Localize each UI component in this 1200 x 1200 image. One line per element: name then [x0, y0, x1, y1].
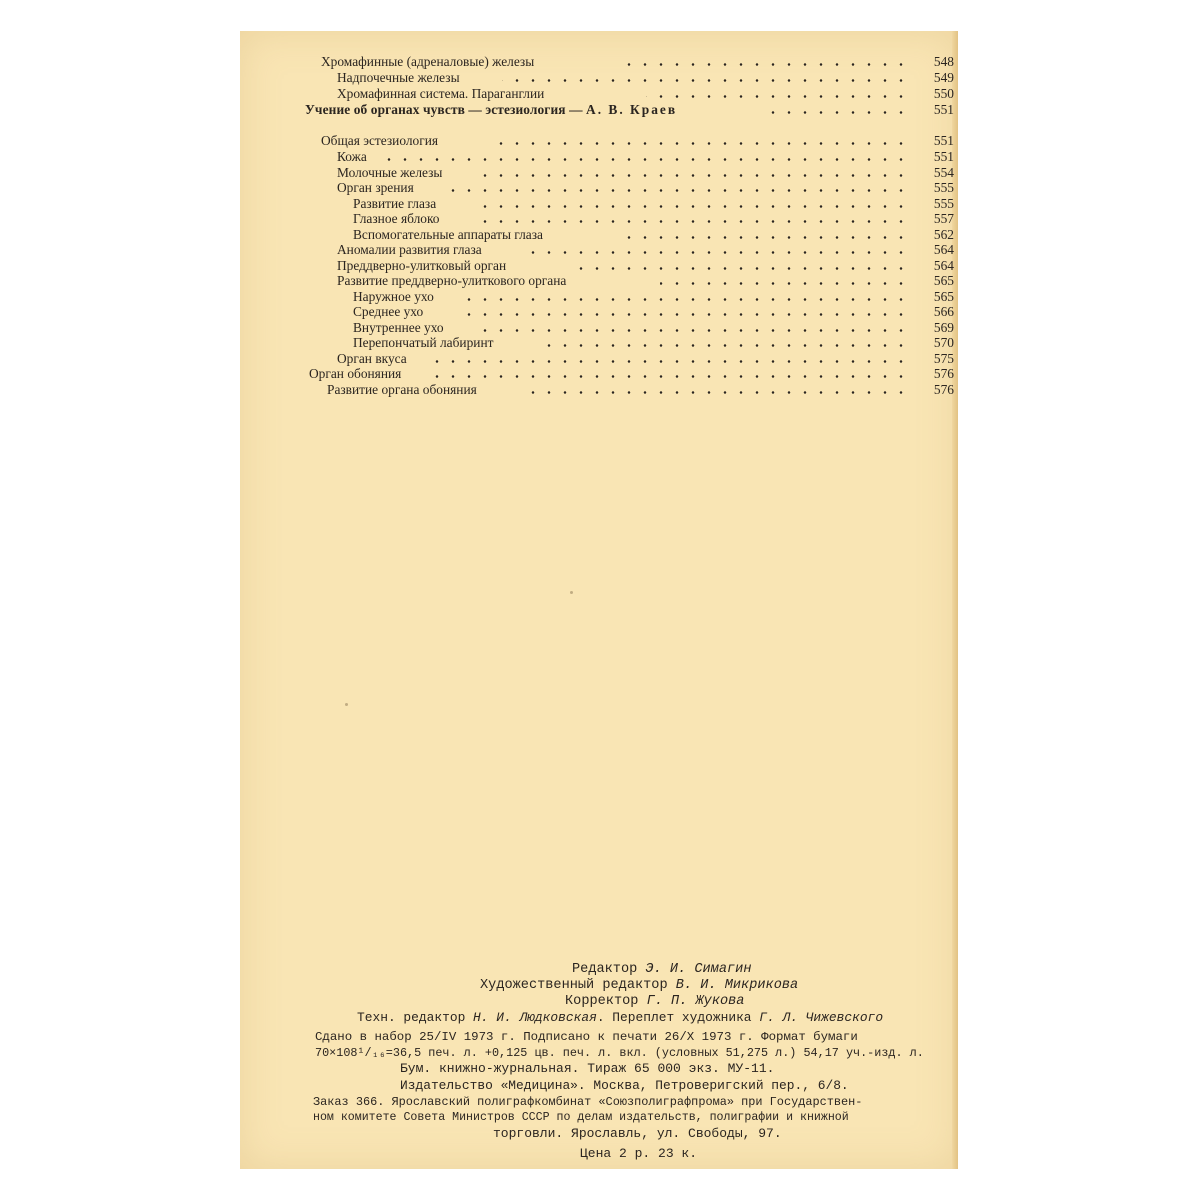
toc-entry-page: 570: [933, 335, 954, 350]
toc-entry-page: 565: [933, 289, 954, 304]
toc-entry: [240, 86, 958, 102]
toc-entry-page: 576: [933, 366, 954, 381]
toc-entry-title: Развитие глаза: [353, 196, 437, 211]
toc-entry: [240, 258, 958, 274]
toc-leader-dots: [456, 313, 909, 316]
toc-entry-page: 569: [933, 320, 954, 335]
toc-entry-title: Внутреннее ухо: [353, 320, 444, 335]
toc-entry-title: Среднее ухо: [353, 304, 424, 319]
toc-entry: [240, 196, 958, 212]
imprint-person: Г. Л. Чижевского: [759, 1010, 884, 1025]
imprint-tech-editor: [357, 1010, 883, 1026]
toc-entry-page: 557: [933, 211, 954, 226]
toc-entry-title: Развитие преддверно-улиткового органа: [337, 273, 567, 288]
imprint-order: ном комитете Совета Министров СССР по делам издательств, полиграфии и книжной: [313, 1111, 849, 1124]
imprint-publisher: Издательство «Медицина». Москва, Петроверигский пер., 6/8.: [400, 1078, 849, 1093]
toc-entry-title: Орган зрения: [337, 180, 414, 195]
toc-entry-page: 551: [933, 102, 954, 117]
toc-leader-dots: [464, 298, 909, 301]
toc-entry-title: Молочные железы: [337, 165, 443, 180]
toc-entry: [240, 366, 958, 382]
toc-entry: [240, 382, 958, 398]
toc-entry-title: Глазное яблоко: [353, 211, 440, 226]
toc-entry-title: Орган обоняния: [309, 366, 402, 381]
imprint-print-details: Бум. книжно-журнальная. Тираж 65 000 экз. МУ-11.: [400, 1061, 775, 1076]
toc-entry: [240, 102, 958, 118]
toc-entry: [240, 165, 958, 181]
toc-section-author: А. В. Краев: [586, 102, 678, 117]
imprint-print-details: Сдано в набор 25/IV 1973 г. Подписано к печати 26/X 1973 г. Формат бумаги: [315, 1030, 858, 1044]
toc-entry-page: 548: [933, 54, 954, 69]
toc-entry: [240, 211, 958, 227]
toc-entry: [240, 304, 958, 320]
toc-entry-page: 564: [933, 242, 954, 257]
imprint-print-details: 70×108¹/₁₆=36,5 печ. л. +0,125 цв. печ. л. вкл. (условных 51,275 л.) 54,17 уч.-изд. л.: [315, 1046, 924, 1060]
paper-speck: [570, 591, 573, 594]
toc-entry-title: Кожа: [337, 149, 367, 164]
toc-entry: [240, 320, 958, 336]
imprint-order: Заказ 366. Ярославский полиграфкомбинат «Союзполиграфпрома» при Государствен-: [313, 1095, 863, 1109]
toc-entry: [240, 227, 958, 243]
toc-section-title: Учение об органах чувств — эстезиология —: [305, 102, 587, 117]
paper-speck: [345, 703, 348, 706]
imprint-price: Цена 2 р. 23 к.: [580, 1146, 698, 1161]
toc-leader-dots: [380, 158, 909, 161]
toc-entry: [240, 180, 958, 196]
toc-leader-dots: [430, 375, 909, 378]
toc-entry-page: 549: [933, 70, 954, 85]
toc-entry-page: 576: [933, 382, 954, 397]
toc-leader-dots: [616, 236, 909, 239]
toc-leader-dots: [445, 189, 909, 192]
toc-leader-dots: [530, 391, 909, 394]
imprint-person: Н. И. Людковская: [473, 1010, 597, 1025]
imprint-order: торговли. Ярославль, ул. Свободы, 97.: [493, 1126, 782, 1141]
imprint-person: Г. П. Жукова: [646, 994, 745, 1009]
toc-entry-title: Аномалии развития глаза: [337, 242, 482, 257]
toc-entry: [240, 351, 958, 367]
book-page: [240, 31, 958, 1169]
toc-entry-title: Развитие органа обоняния: [327, 382, 477, 397]
toc-entry: [240, 273, 958, 289]
toc-entry-page: 555: [933, 180, 954, 195]
toc-leader-dots: [660, 282, 909, 285]
toc-entry-page: 565: [933, 273, 954, 288]
toc-leader-dots: [540, 344, 909, 347]
toc-leader-dots: [476, 329, 909, 332]
toc-entry-title: Общая эстезиология: [321, 133, 439, 148]
toc-entry-title: Хромафинная система. Параганглии: [337, 86, 545, 101]
toc-entry-page: 550: [933, 86, 954, 101]
toc-leader-dots: [430, 360, 909, 363]
toc-entry-title: Орган вкуса: [337, 351, 407, 366]
toc-entry: [240, 335, 958, 351]
imprint-person: Э. И. Симагин: [645, 962, 752, 977]
toc-entry-page: 555: [933, 196, 954, 211]
toc-entry: [240, 242, 958, 258]
toc-leader-dots: [572, 267, 909, 270]
toc-entry: [240, 133, 958, 149]
toc-entry-page: 575: [933, 351, 954, 366]
toc-entry: [240, 149, 958, 165]
toc-leader-dots: [502, 79, 909, 82]
toc-leader-dots: [482, 220, 909, 223]
toc-leader-dots: [646, 95, 909, 98]
imprint-binding-label: . Переплет художника: [596, 1010, 760, 1025]
toc-leader-dots: [765, 111, 909, 114]
toc-leader-dots: [615, 63, 909, 66]
toc-entry-page: 564: [933, 258, 954, 273]
imprint-role: Корректор: [565, 994, 647, 1009]
imprint-editor: [572, 962, 751, 978]
toc-entry-title: Хромафинные (адреналовые) железы: [321, 54, 535, 69]
toc-entry-title: Вспомогательные аппараты глаза: [353, 227, 543, 242]
table-of-contents: [240, 31, 958, 411]
imprint-role: Техн. редактор: [357, 1010, 474, 1025]
toc-entry: [240, 70, 958, 86]
toc-entry-title: [305, 102, 681, 118]
imprint-role: Художественный редактор: [480, 978, 676, 993]
toc-entry-page: 554: [933, 165, 954, 180]
imprint-art-editor: [480, 978, 798, 994]
toc-leader-dots: [472, 205, 909, 208]
toc-entry-page: 551: [933, 133, 954, 148]
toc-entry-page: 562: [933, 227, 954, 242]
toc-leader-dots: [474, 174, 909, 177]
toc-entry-title: Наружное ухо: [353, 289, 434, 304]
imprint-corrector: [565, 994, 744, 1010]
toc-entry-title: Перепончатый лабиринт: [353, 335, 494, 350]
toc-leader-dots: [488, 142, 909, 145]
toc-entry-title: Надпочечные железы: [337, 70, 460, 85]
toc-entry-page: 566: [933, 304, 954, 319]
imprint-person: В. И. Микрикова: [675, 978, 799, 993]
toc-entry-title: Преддверно-улитковый орган: [337, 258, 507, 273]
toc-entry: [240, 289, 958, 305]
toc-entry: [240, 54, 958, 70]
toc-leader-dots: [530, 251, 909, 254]
toc-entry-page: 551: [933, 149, 954, 164]
imprint-role: Редактор: [572, 962, 646, 977]
